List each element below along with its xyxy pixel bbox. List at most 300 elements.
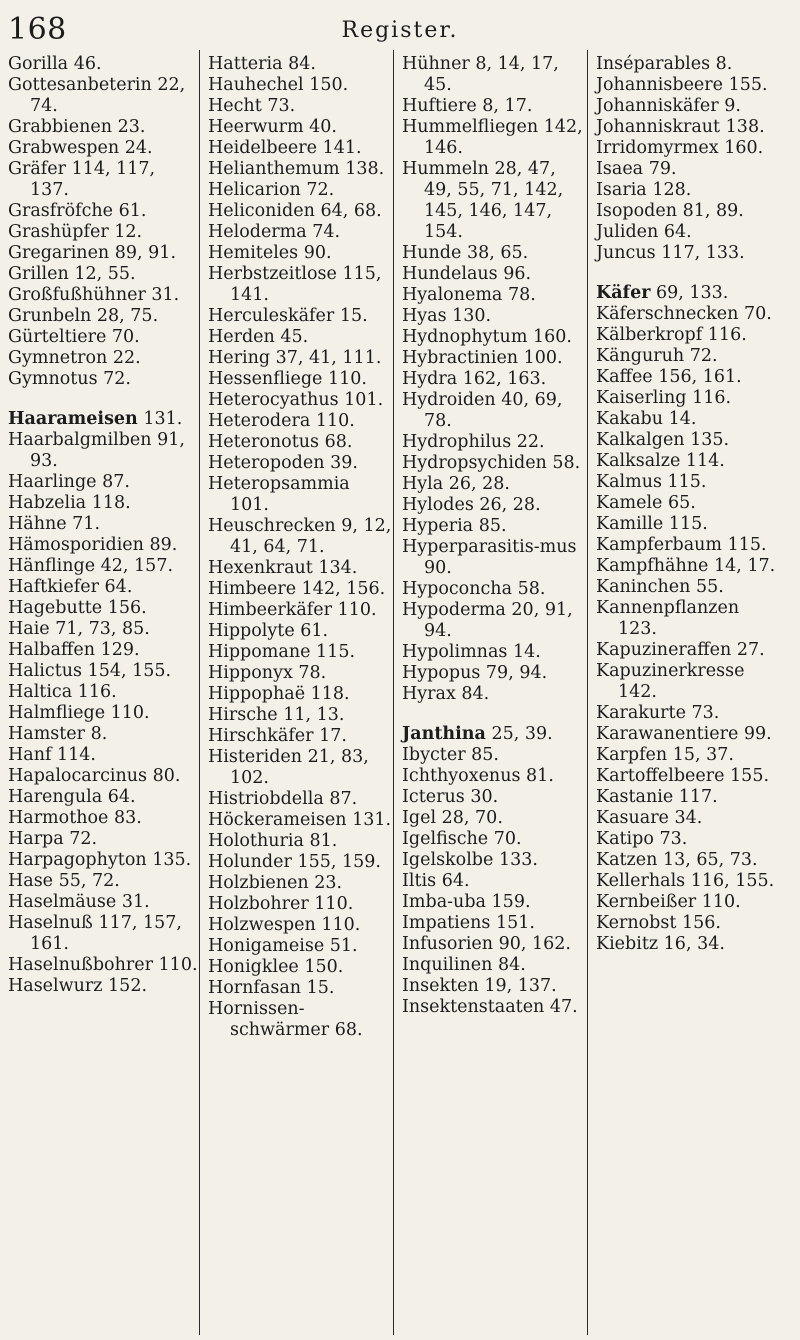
index-term: Kartoffelbeere (596, 766, 725, 786)
index-pages: 55. (695, 577, 724, 597)
running-title: Register. (341, 18, 459, 43)
index-pages: 61. (300, 621, 329, 641)
index-entry (596, 243, 782, 264)
index-entry (596, 283, 782, 304)
index-pages: 110. (158, 955, 198, 975)
index-term: Karakurte (596, 703, 686, 723)
index-entry (208, 264, 393, 306)
index-pages: 89, 91. (114, 243, 177, 263)
index-entry (402, 453, 587, 474)
index-pages: 131. (143, 409, 183, 429)
index-entry (208, 222, 393, 243)
index-pages: 100. (523, 348, 563, 368)
index-term: Imba-uba (402, 892, 486, 912)
index-entry (208, 684, 393, 705)
index-entry (8, 514, 199, 535)
index-entry (402, 243, 587, 264)
index-pages: 61. (118, 201, 147, 221)
index-entry (8, 430, 199, 472)
index-term: Kannenpflanzen (596, 598, 740, 618)
index-pages: 114, 117, 137. (30, 159, 156, 200)
index-entry (402, 390, 587, 432)
index-pages: 129. (100, 640, 140, 660)
index-pages: 14, 17. (713, 556, 776, 576)
index-term: Janthina (402, 724, 486, 744)
index-pages: 28, 47, 49, 55, 71, 142, 145, 146, 147, 154. (424, 159, 564, 242)
index-term: Hämosporidien (8, 535, 144, 555)
index-pages: 155. (728, 75, 768, 95)
index-pages: 72. (103, 369, 131, 389)
index-entry (208, 957, 393, 978)
index-pages: 84. (497, 955, 526, 975)
index-pages: 79, 94. (485, 663, 548, 683)
index-pages: 71, 73, 85. (55, 619, 150, 639)
index-term: Impatiens (402, 913, 491, 933)
index-pages: 22. (112, 348, 141, 368)
index-pages: 114. (685, 451, 725, 471)
index-term: Insektenstaaten (402, 997, 545, 1017)
index-pages: 69, 133. (656, 283, 729, 303)
index-pages: 116, 155. (690, 871, 775, 891)
index-pages: 141. (322, 138, 362, 158)
index-entry (596, 913, 782, 934)
index-entry (8, 829, 199, 850)
index-entry (596, 850, 782, 871)
index-term: Honigameise (208, 936, 325, 956)
index-entry (208, 663, 393, 684)
index-pages: 110. (321, 915, 361, 935)
index-entry (8, 724, 199, 745)
index-entry (596, 724, 782, 745)
index-term: Haie (8, 619, 50, 639)
index-entry (596, 766, 782, 787)
index-entry (402, 976, 587, 997)
index-pages: 78. (298, 663, 327, 683)
index-term: Hydroiden (402, 390, 496, 410)
index-pages: 8, 14, 17, 45. (424, 54, 559, 95)
index-entry (208, 747, 393, 789)
index-pages: 110. (315, 411, 355, 431)
index-entry (208, 75, 393, 96)
index-entry (596, 787, 782, 808)
index-entry (208, 558, 393, 579)
index-term: Hypopus (402, 663, 481, 683)
index-pages: 26, 28. (448, 474, 510, 494)
index-term: Johanniskraut (596, 117, 721, 137)
index-term: Kernobst (596, 913, 677, 933)
index-pages: 15, 37. (672, 745, 734, 765)
index-entry (402, 327, 587, 348)
index-entry (596, 577, 782, 598)
index-entry (402, 474, 587, 495)
index-term: Hydra (402, 369, 458, 389)
index-term: Karpfen (596, 745, 668, 765)
index-entry (8, 159, 199, 201)
index-pages: 70. (744, 304, 772, 324)
index-entry (8, 577, 199, 598)
index-term: Grasfröfche (8, 201, 114, 221)
index-term: Heidelbeere (208, 138, 318, 158)
index-term: Himbeere (208, 579, 297, 599)
index-term: Holzbohrer (208, 894, 309, 914)
index-entry (8, 682, 199, 703)
index-term: Hering (208, 348, 271, 368)
index-pages: 162, 163. (462, 369, 547, 389)
index-entry (596, 96, 782, 117)
index-entry (596, 472, 782, 493)
index-term: Kaiserling (596, 388, 687, 408)
index-entry (208, 348, 393, 369)
index-term: Kaffee (596, 367, 653, 387)
index-pages: 78. (507, 285, 536, 305)
index-pages: 64, 68. (320, 201, 382, 221)
index-term: Heteropoden (208, 453, 325, 473)
index-term: Igelskolbe (402, 850, 494, 870)
index-entry (596, 222, 782, 243)
index-term: Hippophaë (208, 684, 306, 704)
index-term: Hummeln (402, 159, 489, 179)
index-entry (8, 892, 199, 913)
index-entry (402, 369, 587, 390)
index-entry (8, 285, 199, 306)
index-term: Hyas (402, 306, 447, 326)
index-entry (596, 304, 782, 325)
index-pages: 118. (310, 684, 350, 704)
index-term: Gottesanbeterin (8, 75, 152, 95)
index-entry (402, 955, 587, 976)
index-pages: 47. (549, 997, 578, 1017)
index-entry (8, 535, 199, 556)
index-term: Halmfliege (8, 703, 106, 723)
index-pages: 13, 65, 73. (662, 850, 758, 870)
index-pages: 160. (533, 327, 572, 347)
index-column-2 (200, 50, 394, 1335)
index-term: Hemiteles (208, 243, 299, 263)
index-pages: 17. (319, 726, 347, 746)
index-pages: 156. (681, 913, 721, 933)
index-term: Kampferbaum (596, 535, 723, 555)
index-entry (596, 556, 782, 577)
index-entry (208, 600, 393, 621)
index-pages: 46. (73, 54, 102, 74)
index-term: Haarbalgmilben (8, 430, 152, 450)
index-entry (402, 766, 587, 787)
index-term: Gregarinen (8, 243, 110, 263)
index-term: Juliden (596, 222, 659, 242)
index-pages: 116. (77, 682, 117, 702)
index-entry (8, 409, 199, 430)
index-term: Herculeskäfer (208, 306, 335, 326)
index-entry (208, 327, 393, 348)
index-term: Harengula (8, 787, 103, 807)
index-pages: 31. (151, 285, 180, 305)
index-entry (208, 726, 393, 747)
index-pages: 117, 157, 161. (30, 913, 182, 954)
index-term: Hipponyx (208, 663, 293, 683)
index-entry (208, 789, 393, 810)
index-term: Ichthyoxenus (402, 766, 521, 786)
index-pages: 83. (113, 808, 142, 828)
index-term: Kamele (596, 493, 663, 513)
index-term: Haftkiefer (8, 577, 99, 597)
index-term: Kapuzinerkresse (596, 661, 745, 681)
index-term: Haselnuß (8, 913, 93, 933)
index-entry (402, 306, 587, 327)
index-term: Hippomane (208, 642, 311, 662)
index-pages: 79. (648, 159, 677, 179)
index-term: Heerwurm (208, 117, 304, 137)
index-entry (596, 598, 782, 640)
index-entry (596, 430, 782, 451)
index-pages: 8, 17. (482, 96, 533, 116)
index-pages: 22. (516, 432, 545, 452)
index-entry (208, 705, 393, 726)
index-term: Hyalonema (402, 285, 503, 305)
index-pages: 89. (149, 535, 178, 555)
index-term: Hundelaus (402, 264, 498, 284)
index-pages: 12, 55. (74, 264, 136, 284)
index-entry (208, 201, 393, 222)
index-term: Hirschkäfer (208, 726, 314, 746)
index-term: Kampfhähne (596, 556, 709, 576)
index-term: Harmothoe (8, 808, 109, 828)
index-entry (596, 367, 782, 388)
index-term: Johannisbeere (596, 75, 724, 95)
index-entry (208, 96, 393, 117)
index-term: Katipo (596, 829, 654, 849)
index-entry (596, 535, 782, 556)
index-pages: 55, 72. (58, 871, 120, 891)
index-entry (8, 703, 199, 724)
index-pages: 73. (691, 703, 720, 723)
index-term: Kastanie (596, 787, 674, 807)
index-pages: 151. (495, 913, 535, 933)
index-term: Grunbeln (8, 306, 92, 326)
index-term: Heteropsammia (208, 474, 350, 494)
index-entry (8, 472, 199, 493)
index-entry (8, 201, 199, 222)
index-pages: 134. (318, 558, 358, 578)
index-term: Gürteltiere (8, 327, 107, 347)
index-entry (402, 913, 587, 934)
index-pages: 51. (329, 936, 358, 956)
index-pages: 101. (344, 390, 384, 410)
index-pages: 91, 93. (30, 430, 185, 471)
index-entry (402, 495, 587, 516)
index-entry (208, 978, 393, 999)
index-entry (8, 850, 199, 871)
index-entry (208, 117, 393, 138)
index-pages: 81. (526, 766, 554, 786)
index-pages: 123. (618, 619, 657, 639)
index-column-1 (6, 50, 200, 1335)
index-term: Hydropsychiden (402, 453, 547, 473)
index-term: Isaea (596, 159, 644, 179)
index-term: Kellerhals (596, 871, 686, 891)
index-pages: 138. (345, 159, 385, 179)
index-pages: 34. (674, 808, 703, 828)
index-term: Holzbienen (208, 873, 309, 893)
index-pages: 81, 89. (682, 201, 744, 221)
index-pages: 84. (461, 684, 490, 704)
index-term: Gymnotus (8, 369, 98, 389)
index-term: Katzen (596, 850, 658, 870)
index-term: Honigklee (208, 957, 299, 977)
index-term: Hylodes (402, 495, 474, 515)
index-term: Isaria (596, 180, 647, 200)
index-entry (402, 117, 587, 159)
index-pages: 117, 133. (661, 243, 745, 263)
index-term: Hydnophytum (402, 327, 528, 347)
index-entry (8, 976, 199, 997)
index-term: Insekten (402, 976, 479, 996)
index-entry (402, 537, 587, 579)
index-term: Hessenfliege (208, 369, 323, 389)
index-entry (596, 325, 782, 346)
index-pages: 110. (327, 369, 367, 389)
index-term: Gymnetron (8, 348, 108, 368)
index-entry (8, 640, 199, 661)
index-term: Heterodera (208, 411, 311, 431)
index-term: Heterocyathus (208, 390, 339, 410)
index-entry (8, 75, 199, 117)
index-pages: 72. (306, 180, 335, 200)
index-entry (596, 892, 782, 913)
index-entry (208, 453, 393, 474)
index-entry (208, 369, 393, 390)
index-pages: 156, 161. (658, 367, 742, 387)
index-entry (596, 201, 782, 222)
index-entry (402, 285, 587, 306)
index-entry (8, 54, 199, 75)
index-term: Kaninchen (596, 577, 691, 597)
index-pages: 110. (337, 600, 377, 620)
index-entry (596, 117, 782, 138)
index-columns (6, 50, 798, 1335)
index-pages: 114. (57, 745, 96, 765)
index-entry (402, 997, 587, 1018)
index-entry (596, 346, 782, 367)
index-term: Inséparables (596, 54, 711, 74)
index-term: Hanf (8, 745, 52, 765)
index-term: Kälberkropf (596, 325, 703, 345)
index-term: Iltis (402, 871, 437, 891)
index-entry (208, 936, 393, 957)
index-term: Hyperia (402, 516, 474, 536)
index-pages: 116. (707, 325, 747, 345)
index-entry (8, 787, 199, 808)
index-entry (208, 390, 393, 411)
index-entry (402, 600, 587, 642)
index-entry (208, 54, 393, 75)
index-pages: 142, 156. (301, 579, 386, 599)
index-pages: 150. (309, 75, 349, 95)
index-entry (402, 642, 587, 663)
index-pages: 23. (314, 873, 343, 893)
index-pages: 138. (725, 117, 765, 137)
index-term: Johanniskäfer (596, 96, 719, 116)
index-entry (208, 810, 393, 831)
index-pages: 23. (117, 117, 146, 137)
index-term: Kalkalgen (596, 430, 685, 450)
index-entry (8, 222, 199, 243)
index-term: Hypoconcha (402, 579, 512, 599)
index-term: Huftiere (402, 96, 477, 116)
index-entry (402, 264, 587, 285)
index-term: Histeriden (208, 747, 303, 767)
index-pages: 28, 75. (96, 306, 159, 326)
index-pages: 40. (309, 117, 337, 137)
index-term: Gorilla (8, 54, 69, 74)
index-entry (208, 621, 393, 642)
index-term: Holunder (208, 852, 292, 872)
index-pages: 115. (727, 535, 767, 555)
index-pages: 30. (470, 787, 499, 807)
index-term: Himbeerkäfer (208, 600, 332, 620)
index-entry (8, 264, 199, 285)
index-pages: 130. (452, 306, 492, 326)
index-entry (402, 159, 587, 243)
index-term: Haltica (8, 682, 73, 702)
index-term: Hauhechel (208, 75, 304, 95)
index-entry (8, 493, 199, 514)
index-term: Habzelia (8, 493, 87, 513)
index-pages: 14. (668, 409, 697, 429)
index-entry (208, 180, 393, 201)
index-pages: 154, 155. (87, 661, 172, 681)
index-pages: 40, 69, 78. (424, 390, 563, 431)
index-pages: 116. (692, 388, 732, 408)
index-column-3 (394, 50, 588, 1335)
index-term: Hühner (402, 54, 470, 74)
index-pages: 155, 159. (297, 852, 381, 872)
index-entry (596, 409, 782, 430)
index-term: Hase (8, 871, 54, 891)
index-pages: 12. (114, 222, 143, 242)
index-term: Juncus (596, 243, 656, 263)
index-entry (596, 934, 782, 955)
index-pages: 22, 74. (30, 75, 186, 116)
index-entry (8, 117, 199, 138)
index-entry (402, 663, 587, 684)
index-entry (208, 159, 393, 180)
index-pages: 90. (424, 558, 452, 578)
index-pages: 142, 146. (424, 117, 583, 158)
index-entry (402, 745, 587, 766)
index-pages: 15. (306, 978, 335, 998)
index-term: Kamille (596, 514, 664, 534)
index-pages: 135. (152, 850, 192, 870)
index-entry (8, 138, 199, 159)
index-pages: 70. (111, 327, 140, 347)
index-entry (596, 138, 782, 159)
index-entry (208, 642, 393, 663)
index-term: Helicarion (208, 180, 301, 200)
index-entry (596, 640, 782, 661)
index-term: Harpagophyton (8, 850, 147, 870)
index-term: Grabwespen (8, 138, 120, 158)
index-entry (402, 348, 587, 369)
index-term: Hecht (208, 96, 262, 116)
index-entry (596, 54, 782, 75)
index-entry (402, 516, 587, 537)
index-entry (208, 915, 393, 936)
index-pages: 90. (303, 243, 332, 263)
index-term: Hornissen-schwärmer (208, 999, 330, 1040)
index-pages: 84. (288, 54, 316, 74)
index-term: Hähne (8, 514, 67, 534)
index-term: Herden (208, 327, 275, 347)
